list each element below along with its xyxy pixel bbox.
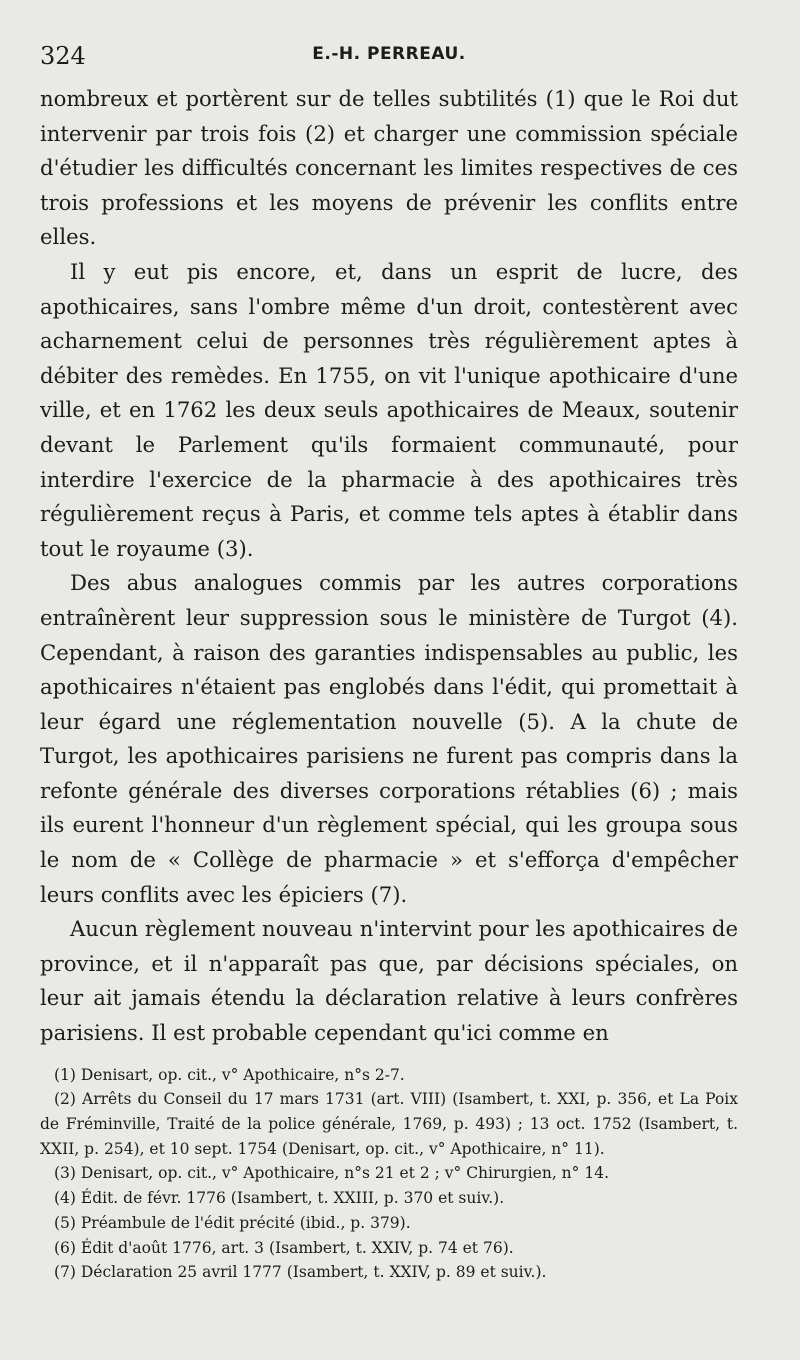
footnote: (5) Préambule de l'édit précité (ibid., p. 379). <box>54 1213 411 1232</box>
paragraph: nombreux et portèrent sur de telles subtilités (1) que le Roi dut intervenir par trois fois (2) et charger une commission spéciale d'étudier les difficultés concernant les limites respectives de ces trois professions et les moyens de prévenir les conflits entre elles. <box>40 86 738 250</box>
footnotes <box>40 1063 738 1285</box>
footnote: (7) Déclaration 25 avril 1777 (Isambert, t. XXIV, p. 89 et suiv.). <box>54 1263 547 1282</box>
paragraph: Il y eut pis encore, et, dans un esprit de lucre, des apothicaires, sans l'ombre même d'un droit, contestèrent avec acharnement celui de personnes très régulièrement aptes à débiter des remèdes. En 1755, on vit l'unique apothicaire d'une ville, et en 1762 les deux seuls apothicaires de Meaux, soutenir devant le Parlement qu'ils formaient communauté, pour interdire l'exercice de la pharmacie à des apothicaires très régulièrement reçus à Paris, et comme tels aptes à établir dans tout le royaume (3). <box>40 258 738 561</box>
running-head: E.-H. PERREAU. <box>312 44 466 64</box>
paragraph: Des abus analogues commis par les autres corporations entraînèrent leur suppression sous le ministère de Turgot (4). Cependant, à raison des garanties indispensables au public, les apothicaires n'étaient pas englobés dans l'édit, qui promettait à leur égard une réglementation nouvelle (5). A la chute de Turgot, les apothicaires parisiens ne furent pas compris dans la refonte générale des diverses corporations rétablies (6) ; mais ils eurent l'honneur d'un règlement spécial, qui les groupa sous le nom de « Collège de pharmacie » et s'efforça d'empêcher leurs conflits avec les épiciers (7). <box>40 570 738 907</box>
footnote: (4) Édit. de févr. 1776 (Isambert, t. XXIII, p. 370 et suiv.). <box>54 1189 505 1208</box>
footnote: (3) Denisart, op. cit., v° Apothicaire, n°s 21 et 2 ; v° Chirurgien, n° 14. <box>54 1164 609 1183</box>
page-number: 324 <box>40 42 86 70</box>
footnote: (2) Arrêts du Conseil du 17 mars 1731 (art. VIII) (Isambert, t. XXI, p. 356, et La Poix de Fréminville, Traité de la police générale, 1769, p. 493) ; 13 oct. 1752 (Isambert, t. XXII, p. 254), et 10 sept. 1754 (Denisart, op. cit., v° Apothicaire, n° 11). <box>40 1090 738 1158</box>
page-header <box>40 38 738 82</box>
footnote: (1) Denisart, op. cit., v° Apothicaire, n°s 2-7. <box>54 1065 405 1084</box>
paragraph: Aucun règlement nouveau n'intervint pour les apothicaires de province, et il n'apparaît pas que, par décisions spéciales, on leur ait jamais étendu la déclaration relative à leurs confrères parisiens. Il est probable cependant qu'ici comme en <box>40 916 738 1046</box>
body-text <box>40 82 738 1051</box>
footnote: (6) Édit d'août 1776, art. 3 (Isambert, t. XXIV, p. 74 et 76). <box>54 1238 514 1257</box>
